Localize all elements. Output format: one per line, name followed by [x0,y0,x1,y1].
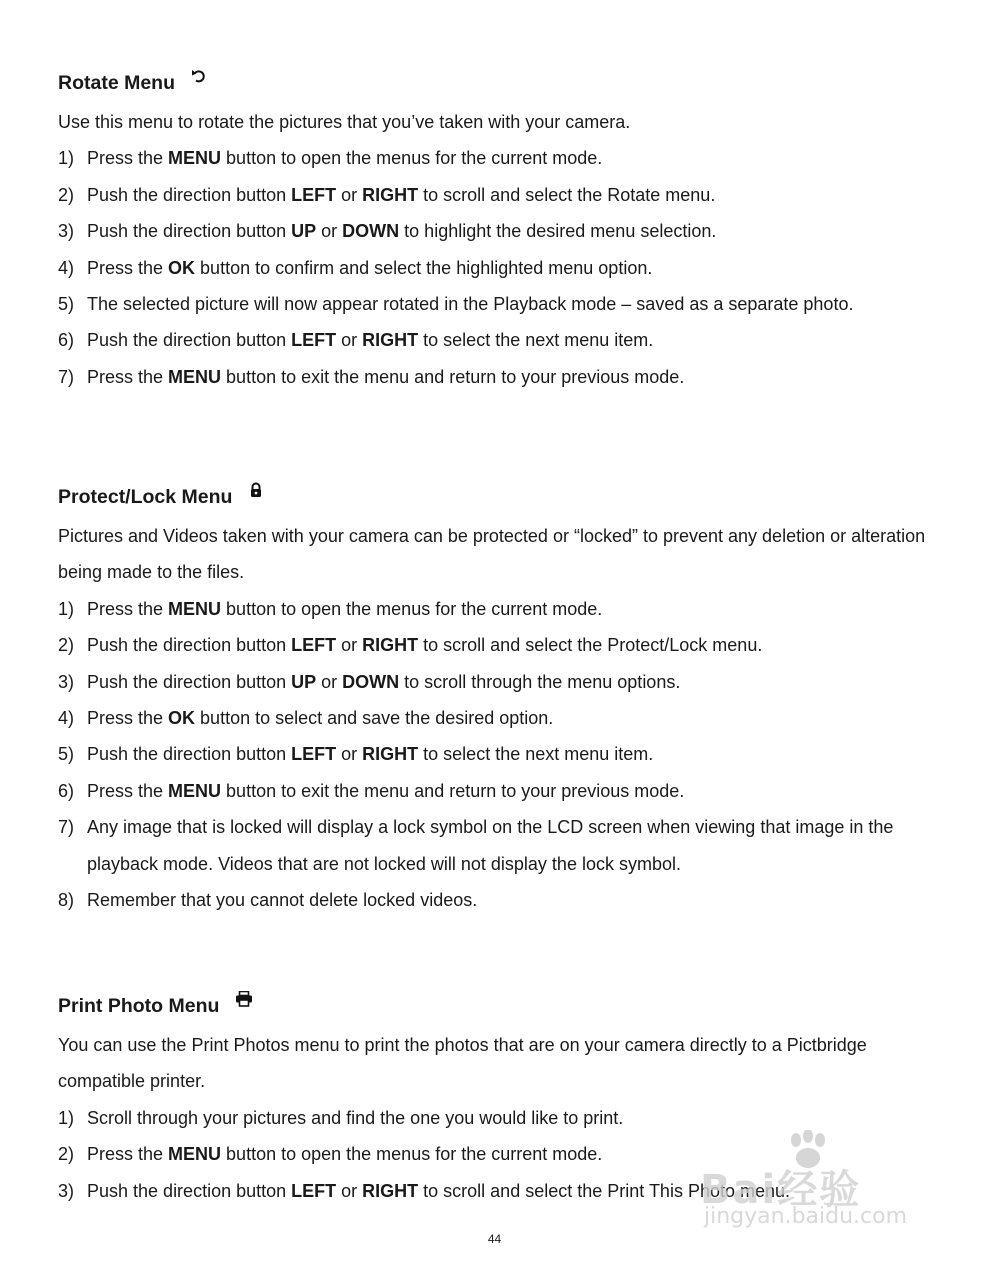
watermark-url: jingyan.baidu.com [704,1204,908,1229]
list-item-number: 5) [58,294,75,315]
list-item-number: 4) [58,708,75,729]
bold-keyword: MENU [168,598,222,619]
list-item: 6) Press the MENU button to exit the menu and return to your previous mode. [58,773,938,809]
list-item-number: 8) [58,890,75,911]
list-item: 5) The selected picture will now appear rotated in the Playback mode – saved as a separate photo. [58,286,938,322]
list-item: 4) Press the OK button to select and save the desired option. [58,700,938,736]
bold-keyword: MENU [168,366,222,387]
rotate-menu-section [58,68,938,395]
steps-list [58,591,938,919]
list-item: 7) Press the MENU button to exit the menu and return to your previous mode. [58,359,938,395]
list-item-number: 7) [58,817,75,838]
rotate-icon [191,68,209,86]
section-title: Rotate Menu [58,72,175,94]
list-item-number: 6) [58,780,75,801]
list-item: 3) Push the direction button UP or DOWN to highlight the desired menu selection. [58,213,938,249]
list-item: 2) Push the direction button LEFT or RIGHT to scroll and select the Rotate menu. [58,177,938,213]
list-item: 3) Push the direction button UP or DOWN to scroll through the menu options. [58,664,938,700]
bold-keyword: OK [168,708,196,729]
section-heading [58,991,938,1021]
bold-keyword: UP [291,221,317,242]
bold-keyword: UP [291,671,317,692]
list-item-number: 1) [58,1107,75,1128]
list-item-number: 3) [58,671,75,692]
list-item: 8) Remember that you cannot delete locked videos. [58,882,938,918]
list-item: 1) Scroll through your pictures and find the one you would like to print. [58,1100,938,1136]
list-item-number: 3) [58,221,75,242]
list-item: 7) Any image that is locked will display a lock symbol on the LCD screen when viewing that image in the playback mode. Videos that are not locked will not display the lock symbol. [58,809,938,882]
bold-keyword: LEFT [291,184,337,205]
list-item: 1) Press the MENU button to open the menus for the current mode. [58,140,938,176]
page-number: 44 [487,1232,502,1246]
section-heading [58,68,938,98]
bold-keyword: MENU [168,1144,222,1165]
bold-keyword: LEFT [291,330,337,351]
watermark-brand: Bai经验 [700,1167,862,1213]
list-item: 2) Press the MENU button to open the menus for the current mode. [58,1136,938,1172]
bold-keyword: RIGHT [362,1180,419,1201]
bold-keyword: RIGHT [362,330,419,351]
list-item: 5) Push the direction button LEFT or RIGHT to select the next menu item. [58,736,938,772]
list-item-number: 1) [58,148,75,169]
protect-lock-menu-section [58,482,938,918]
list-item-number: 2) [58,635,75,656]
bold-keyword: RIGHT [362,184,419,205]
bold-keyword: DOWN [342,671,400,692]
baidu-watermark [700,1130,940,1240]
list-item-number: 3) [58,1180,75,1201]
bold-keyword: RIGHT [362,635,419,656]
steps-list [58,140,938,395]
bold-keyword: LEFT [291,744,337,765]
section-intro: Pictures and Videos taken with your camera can be protected or “locked” to prevent any deletion or alteration being made to the files. [58,526,926,583]
bold-keyword: RIGHT [362,744,419,765]
list-item-number: 2) [58,1144,75,1165]
section-intro: Use this menu to rotate the pictures that you’ve taken with your camera. [58,112,631,132]
list-item-number: 2) [58,184,75,205]
list-item: 1) Press the MENU button to open the menus for the current mode. [58,591,938,627]
bold-keyword: DOWN [342,221,400,242]
bold-keyword: MENU [168,780,222,801]
list-item-number: 6) [58,330,75,351]
list-item-number: 5) [58,744,75,765]
bold-keyword: MENU [168,148,222,169]
bold-keyword: LEFT [291,1180,337,1201]
list-item: 3) Push the direction button LEFT or RIGHT to scroll and select the Print This Photo menu. [58,1173,938,1209]
printer-icon [235,991,253,1009]
list-item-number: 7) [58,366,75,387]
section-title: Print Photo Menu [58,995,220,1017]
lock-icon [248,482,266,500]
bold-keyword: OK [168,257,196,278]
section-title: Protect/Lock Menu [58,486,233,508]
list-item: 2) Push the direction button LEFT or RIGHT to scroll and select the Protect/Lock menu. [58,627,938,663]
bold-keyword: LEFT [291,635,337,656]
list-item: 4) Press the OK button to confirm and select the highlighted menu option. [58,250,938,286]
list-item-number: 4) [58,257,75,278]
section-intro: You can use the Print Photos menu to print the photos that are on your camera directly to a Pictbridge compatible printer. [58,1035,867,1092]
list-item-number: 1) [58,598,75,619]
section-heading [58,482,938,512]
list-item: 6) Push the direction button LEFT or RIGHT to select the next menu item. [58,322,938,358]
